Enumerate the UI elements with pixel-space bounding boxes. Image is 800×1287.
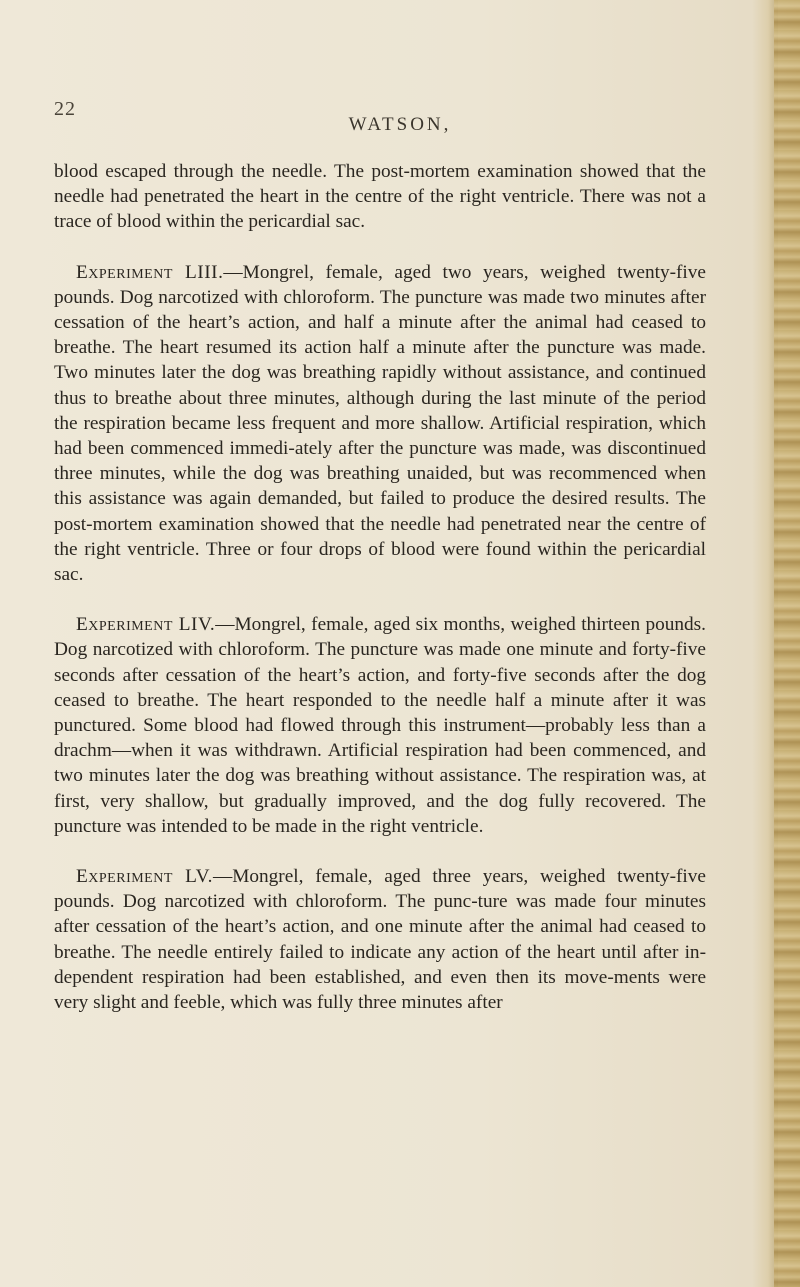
paragraph-continuation: [54, 159, 706, 235]
paragraph-text: —Mongrel, female, aged two years, weighed twenty-five pounds. Dog narcotized with chloroform. The puncture was made two minutes after cessation of the heart’s action, and half a minute after the animal had ceased to breathe. The heart resumed its action half a minute after the puncture was made. Two minutes later the dog was breathing rapidly without assistance, and continued thus to breathe about three minutes, although during the last minute of the period the respiration became less frequent and more shallow. Artificial respiration, which had been commenced immedi-ately after the puncture was made, was discontinued three minutes, while the dog was breathing unaided, but was recommenced when this assistance was again demanded, but failed to produce the desired results. The post-mortem examination showed that the needle had penetrated near the centre of the right ventricle. Three or four drops of blood were found within the pericardial sac.: [54, 261, 706, 586]
experiment-label: Experiment LIII.: [76, 261, 224, 283]
page-edge: [774, 0, 800, 1287]
paragraph-experiment-54: [54, 612, 706, 839]
paragraph-experiment-55: [54, 864, 706, 1015]
paragraph-text: blood escaped through the needle. The post-mortem examination showed that the needle had penetrated the heart in the centre of the right ventricle. There was not a trace of blood within the pericardial sac.: [54, 161, 706, 233]
paragraph-experiment-53: [54, 260, 706, 588]
experiment-label: Experiment LV.: [76, 866, 213, 888]
experiment-label: Experiment LIV.: [76, 614, 216, 636]
page-number: 22: [54, 98, 76, 120]
running-head: WATSON,: [348, 114, 452, 135]
body-text: [54, 159, 706, 1015]
paragraph-text: —Mongrel, female, aged six months, weighed thirteen pounds. Dog narcotized with chloroform. The puncture was made one minute and forty-five seconds after cessation of the heart’s action, and forty-five seconds after the dog ceased to breathe. The heart responded to the needle half a minute after it was punctured. Some blood had flowed through this instrument—probably less than a drachm—when it was withdrawn. Artificial respiration had been commenced, and two minutes later the dog was breathing without assistance. The respiration was, at first, very shallow, but gradually improved, and the dog fully recovered. The puncture was intended to be made in the right ventricle.: [54, 614, 707, 837]
paragraph-text: —Mongrel, female, aged three years, weighed twenty-five pounds. Dog narcotized with chloroform. The punc-ture was made four minutes after cessation of the heart’s action, and one minute after the animal had ceased to breathe. The needle entirely failed to indicate any action of the heart until after in-dependent respiration had been established, and even then its move-ments were very slight and feeble, which was fully three minutes after: [54, 866, 706, 1014]
